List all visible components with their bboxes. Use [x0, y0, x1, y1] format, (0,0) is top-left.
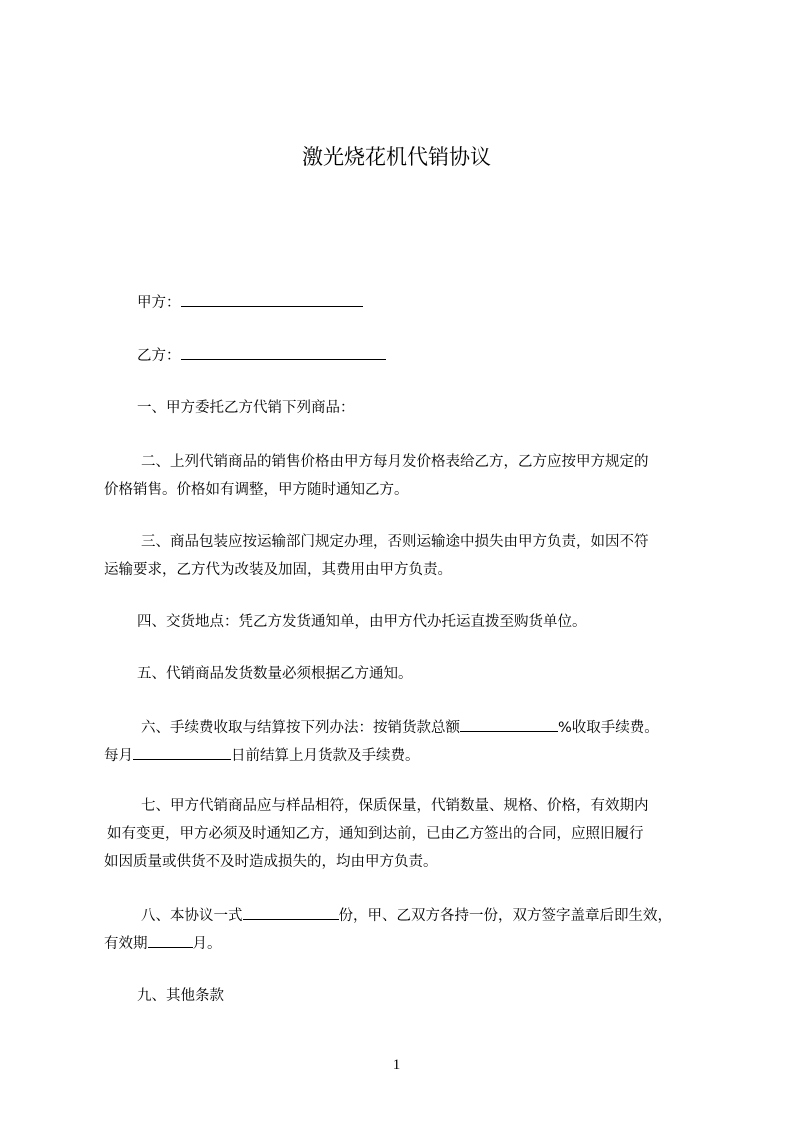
party-b-label: 乙方： — [137, 348, 181, 364]
clause-2-line-2: 价格销售。价格如有调整，甲方随时通知乙方。 — [104, 482, 409, 498]
clause-8-text-a: 八、本协议一式 — [141, 908, 243, 924]
clause-3-line-2: 运输要求，乙方代为改装及加固，其费用由甲方负责。 — [104, 562, 452, 578]
clause-6-text-b: %收取手续费。 — [558, 720, 659, 736]
clause-7-line-2: 如有变更，甲方必须及时通知乙方，通知到达前，已由乙方签出的合同，应照旧履行 — [107, 826, 644, 842]
validity-months-blank — [148, 932, 193, 948]
clause-8-text-b: 份，甲、乙双方各持一份，双方签字盖章后即生效， — [338, 908, 672, 924]
clause-7-line-1: 七、甲方代销商品应与样品相符，保质保量，代销数量、规格、价格，有效期内 — [141, 798, 649, 814]
clause-5: 五、代销商品发货数量必须根据乙方通知。 — [137, 666, 413, 682]
party-a-blank — [181, 291, 363, 307]
document-title: 激光烧花机代销协议 — [302, 145, 491, 169]
party-a-line — [137, 291, 363, 313]
clause-2-line-1: 二、上列代销商品的销售价格由甲方每月发价格表给乙方，乙方应按甲方规定的 — [141, 454, 649, 470]
clause-6-text-c: 每月 — [104, 748, 133, 764]
clause-3-line-1: 三、商品包装应按运输部门规定办理，否则运输途中损失由甲方负责，如因不符 — [141, 534, 649, 550]
clause-6-text-a: 六、手续费收取与结算按下列办法：按销货款总额 — [141, 720, 460, 736]
party-b-blank — [181, 344, 386, 360]
clause-6-text-d: 日前结算上月货款及手续费。 — [231, 748, 420, 764]
clause-9: 九、其他条款 — [137, 988, 224, 1004]
clause-8-line-1 — [141, 904, 672, 926]
clause-6-line-2 — [104, 744, 420, 766]
clause-8-line-2 — [104, 932, 222, 954]
copies-blank — [243, 904, 339, 920]
settlement-day-blank — [133, 744, 231, 760]
party-a-label: 甲方： — [137, 295, 181, 311]
clause-6-line-1 — [141, 716, 659, 738]
clause-8-text-d: 月。 — [192, 936, 222, 952]
fee-percent-blank — [460, 716, 558, 732]
clause-1: 一、甲方委托乙方代销下列商品： — [137, 400, 355, 416]
clause-4: 四、交货地点：凭乙方发货通知单，由甲方代办托运直拨至购货单位。 — [137, 614, 587, 630]
clause-8-text-c: 有效期 — [104, 936, 148, 952]
page-number: 1 — [392, 1057, 401, 1073]
clause-7-line-3: 如因质量或供货不及时造成损失的，均由甲方负责。 — [104, 854, 438, 870]
party-b-line — [137, 344, 386, 366]
